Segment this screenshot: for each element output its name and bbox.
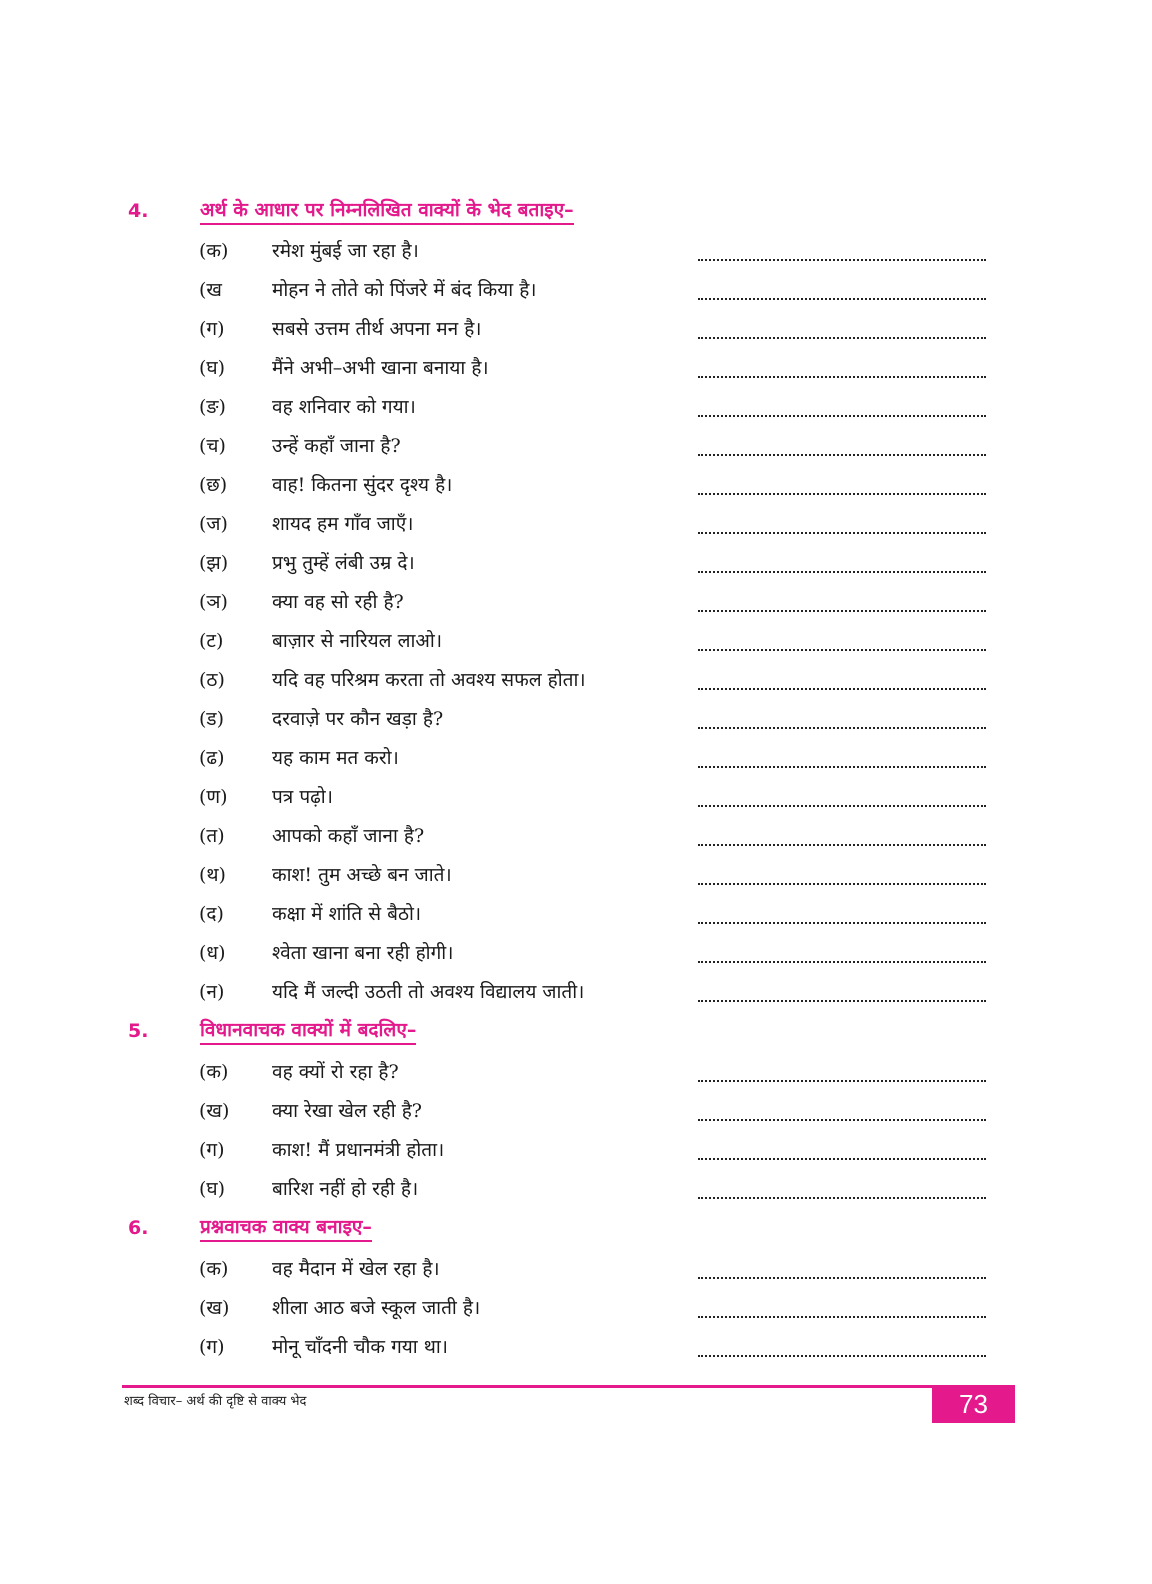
question-number: 4.: [128, 200, 149, 222]
item-text: मोहन ने तोते को पिंजरे में बंद किया है।: [272, 279, 537, 301]
answer-blank[interactable]: [698, 610, 986, 612]
answer-blank[interactable]: [698, 1000, 986, 1002]
item-label: (ग): [199, 1139, 225, 1161]
item-text: रमेश मुंबई जा रहा है।: [272, 240, 419, 262]
item-text: पत्र पढ़ो।: [272, 786, 333, 808]
answer-blank[interactable]: [698, 415, 986, 417]
footer-divider: [122, 1385, 1015, 1388]
question-5-header: [0, 1016, 1152, 1050]
answer-blank[interactable]: [698, 1316, 986, 1318]
item-text: यदि वह परिश्रम करता तो अवश्य सफल होता।: [272, 669, 586, 691]
item-text: काश! मैं प्रधानमंत्री होता।: [272, 1139, 445, 1161]
answer-blank[interactable]: [698, 1197, 986, 1199]
list-item: [0, 428, 1152, 464]
item-text: यदि मैं जल्दी उठती तो अवश्य विद्यालय जाती।: [272, 981, 585, 1003]
list-item: [0, 662, 1152, 698]
item-label: (ञ): [199, 591, 228, 613]
answer-blank[interactable]: [698, 454, 986, 456]
item-text: उन्हें कहाँ जाना है?: [272, 435, 401, 457]
item-text: मैंने अभी–अभी खाना बनाया है।: [272, 357, 489, 379]
item-label: (झ): [199, 552, 229, 574]
list-item: [0, 1329, 1152, 1365]
item-text: बारिश नहीं हो रही है।: [272, 1178, 419, 1200]
list-item: [0, 701, 1152, 737]
list-item: [0, 272, 1152, 308]
page-number-badge: 73: [932, 1385, 1015, 1423]
question-6-header: [0, 1213, 1152, 1247]
answer-blank[interactable]: [698, 727, 986, 729]
list-item: [0, 779, 1152, 815]
answer-blank[interactable]: [698, 1355, 986, 1357]
answer-blank[interactable]: [698, 961, 986, 963]
list-item: [0, 1093, 1152, 1129]
item-label: (घ): [199, 357, 226, 379]
question-number: 5.: [128, 1020, 149, 1042]
item-label: (ङ): [199, 396, 226, 418]
item-label: (ग): [199, 1336, 225, 1358]
list-item: [0, 1290, 1152, 1326]
answer-blank[interactable]: [698, 1080, 986, 1082]
list-item: [0, 857, 1152, 893]
item-label: (क): [199, 1061, 229, 1083]
item-text: वह मैदान में खेल रहा है।: [272, 1258, 440, 1280]
item-text: वह क्यों रो रहा है?: [272, 1061, 399, 1083]
list-item: [0, 506, 1152, 542]
item-text: श्वेता खाना बना रही होगी।: [272, 942, 454, 964]
item-label: (च): [199, 435, 226, 457]
question-title: विधानवाचक वाक्यों में बदलिए–: [200, 1016, 416, 1045]
list-item: [0, 1054, 1152, 1090]
item-text: वाह! कितना सुंदर दृश्य है।: [272, 474, 453, 496]
answer-blank[interactable]: [698, 298, 986, 300]
item-label: (द): [199, 903, 224, 925]
item-label: (क): [199, 240, 229, 262]
item-label: (ग): [199, 318, 225, 340]
answer-blank[interactable]: [698, 805, 986, 807]
list-item: [0, 740, 1152, 776]
list-item: [0, 818, 1152, 854]
item-text: बाज़ार से नारियल लाओ।: [272, 630, 443, 652]
list-item: [0, 1251, 1152, 1287]
answer-blank[interactable]: [698, 922, 986, 924]
list-item: [0, 1132, 1152, 1168]
list-item: [0, 584, 1152, 620]
answer-blank[interactable]: [698, 766, 986, 768]
item-label: (ख): [199, 1297, 230, 1319]
item-label: (ड): [199, 708, 224, 730]
item-text: शीला आठ बजे स्कूल जाती है।: [272, 1297, 481, 1319]
list-item: [0, 623, 1152, 659]
list-item: [0, 311, 1152, 347]
item-label: (ठ): [199, 669, 225, 691]
item-text: प्रभु तुम्हें लंबी उम्र दे।: [272, 552, 415, 574]
item-text: वह शनिवार को गया।: [272, 396, 416, 418]
answer-blank[interactable]: [698, 532, 986, 534]
list-item: [0, 350, 1152, 386]
item-label: (थ): [199, 864, 226, 886]
answer-blank[interactable]: [698, 883, 986, 885]
answer-blank[interactable]: [698, 844, 986, 846]
item-text: सबसे उत्तम तीर्थ अपना मन है।: [272, 318, 482, 340]
answer-blank[interactable]: [698, 571, 986, 573]
answer-blank[interactable]: [698, 649, 986, 651]
footer-chapter-title: शब्द विचार– अर्थ की दृष्टि से वाक्य भेद: [124, 1394, 307, 1409]
list-item: [0, 974, 1152, 1010]
item-label: (ट): [199, 630, 224, 652]
item-label: (ध): [199, 942, 226, 964]
answer-blank[interactable]: [698, 259, 986, 261]
item-label: (ज): [199, 513, 228, 535]
item-text: मोनू चाँदनी चौक गया था।: [272, 1336, 449, 1358]
answer-blank[interactable]: [698, 1119, 986, 1121]
question-number: 6.: [128, 1217, 149, 1239]
item-text: क्या रेखा खेल रही है?: [272, 1100, 422, 1122]
question-4-header: [0, 196, 1152, 230]
answer-blank[interactable]: [698, 1277, 986, 1279]
list-item: [0, 389, 1152, 425]
list-item: [0, 545, 1152, 581]
item-label: (ख: [199, 279, 222, 301]
item-text: आपको कहाँ जाना है?: [272, 825, 425, 847]
answer-blank[interactable]: [698, 337, 986, 339]
answer-blank[interactable]: [698, 688, 986, 690]
answer-blank[interactable]: [698, 376, 986, 378]
list-item: [0, 233, 1152, 269]
question-title: प्रश्नवाचक वाक्य बनाइए–: [200, 1213, 372, 1242]
answer-blank[interactable]: [698, 1158, 986, 1160]
item-label: (त): [199, 825, 225, 847]
item-label: (ख): [199, 1100, 230, 1122]
list-item: [0, 896, 1152, 932]
item-text: शायद हम गाँव जाएँ।: [272, 513, 414, 535]
list-item: [0, 1171, 1152, 1207]
question-title: अर्थ के आधार पर निम्नलिखित वाक्यों के भेद बताइए–: [200, 196, 574, 225]
item-text: काश! तुम अच्छे बन जाते।: [272, 864, 452, 886]
item-text: यह काम मत करो।: [272, 747, 399, 769]
item-label: (घ): [199, 1178, 226, 1200]
item-label: (छ): [199, 474, 228, 496]
list-item: [0, 935, 1152, 971]
item-label: (न): [199, 981, 225, 1003]
item-label: (ढ): [199, 747, 225, 769]
list-item: [0, 467, 1152, 503]
item-label: (ण): [199, 786, 228, 808]
item-text: क्या वह सो रही है?: [272, 591, 404, 613]
item-text: कक्षा में शांति से बैठो।: [272, 903, 422, 925]
answer-blank[interactable]: [698, 493, 986, 495]
item-text: दरवाज़े पर कौन खड़ा है?: [272, 708, 444, 730]
item-label: (क): [199, 1258, 229, 1280]
